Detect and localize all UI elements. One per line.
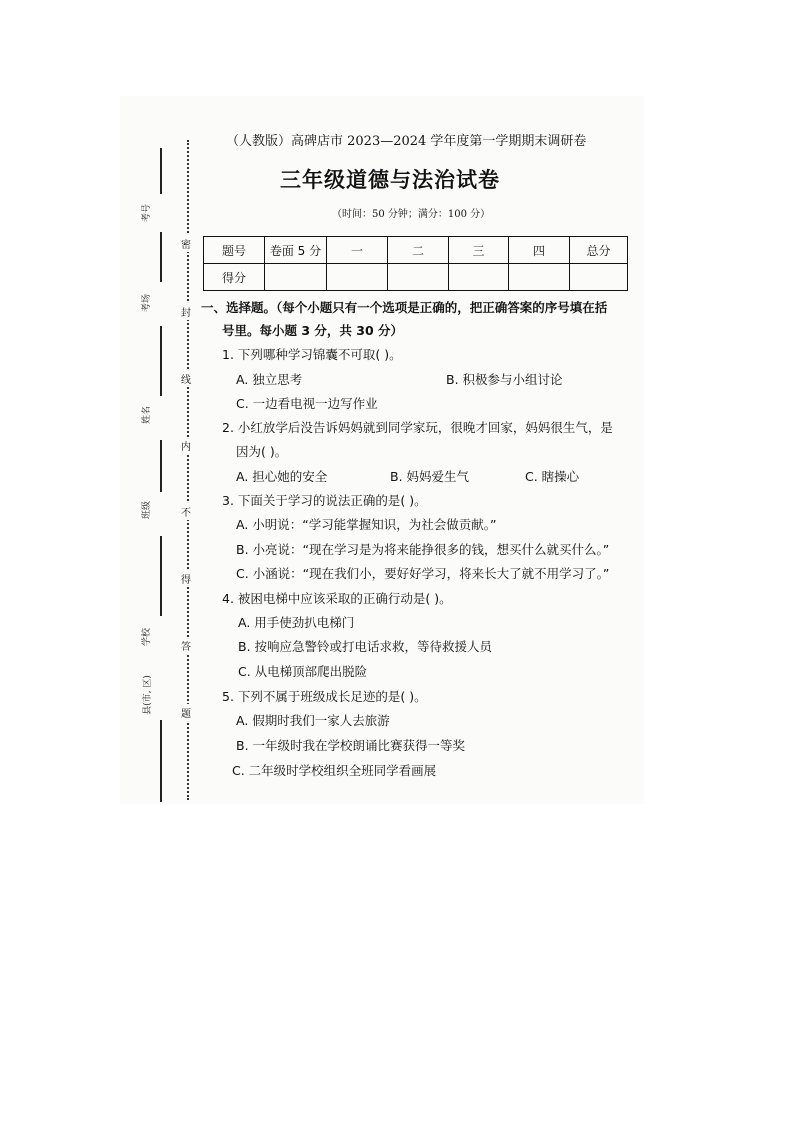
question-option: C. 瞎操心 bbox=[525, 469, 580, 484]
time-score-note: （时间：50 分钟；满分：100 分） bbox=[332, 209, 491, 220]
score-header-cell: 卷面 5 分 bbox=[265, 237, 327, 264]
question-option: B. 按响应急警铃或打电话求救，等待救援人员 bbox=[238, 639, 493, 654]
question-stem: 4. 被困电梯中应该采取的正确行动是( )。 bbox=[222, 591, 452, 606]
score-input-cell[interactable] bbox=[388, 264, 449, 291]
score-header-cell: 二 bbox=[388, 237, 449, 264]
seal-char: 题 bbox=[181, 704, 191, 721]
question-option: C. 小涵说：“现在我们小，要好好学习，将来长大了就不用学习了。” bbox=[236, 566, 610, 581]
seal-char: 内 bbox=[181, 437, 191, 454]
question-stem: 5. 下列不属于班级成长足迹的是( )。 bbox=[222, 689, 427, 704]
seal-char: 得 bbox=[181, 570, 191, 587]
question-option: B. 积极参与小组讨论 bbox=[446, 372, 563, 387]
margin-blank-line bbox=[160, 440, 162, 492]
section-heading-cont: 号里。每小题 3 分，共 30 分） bbox=[222, 323, 404, 338]
score-table-header-row bbox=[204, 237, 628, 264]
question-option: A. 小明说：“学习能掌握知识，为社会做贡献。” bbox=[236, 517, 497, 532]
score-row-label: 得分 bbox=[204, 264, 265, 291]
question-option: A. 独立思考 bbox=[236, 372, 303, 387]
question-option: B. 小亮说：“现在学习是为将来能挣很多的钱，想买什么就买什么。” bbox=[236, 542, 610, 557]
margin-field-exam-room: 考场 bbox=[142, 293, 153, 313]
seal-char: 答 bbox=[181, 637, 191, 654]
seal-char: 密 bbox=[181, 235, 191, 252]
score-input-cell[interactable] bbox=[327, 264, 388, 291]
exam-series-line: （人教版）高碑店市 2023—2024 学年度第一学期期末调研卷 bbox=[226, 134, 587, 149]
question-option: A. 用手使劲扒电梯门 bbox=[238, 615, 355, 630]
question-option: A. 假期时我们一家人去旅游 bbox=[236, 713, 390, 728]
margin-field-county: 县(市, 区) bbox=[142, 675, 153, 715]
score-header-cell: 四 bbox=[509, 237, 570, 264]
question-option: A. 担心她的安全 bbox=[236, 469, 328, 484]
margin-blank-line bbox=[160, 232, 162, 282]
question-option: B. 一年级时我在学校朗诵比赛获得一等奖 bbox=[236, 738, 466, 753]
margin-blank-line bbox=[160, 720, 162, 802]
score-input-cell[interactable] bbox=[570, 264, 628, 291]
score-header-cell: 三 bbox=[449, 237, 509, 264]
seal-char: 封 bbox=[181, 303, 191, 320]
question-option: B. 妈妈爱生气 bbox=[390, 469, 470, 484]
score-header-cell: 总分 bbox=[570, 237, 628, 264]
margin-field-name: 姓名 bbox=[142, 405, 153, 425]
question-stem: 2. 小红放学后没告诉妈妈就到同学家玩，很晚才回家，妈妈很生气，是 bbox=[222, 420, 613, 435]
margin-field-exam-number: 考号 bbox=[142, 203, 153, 223]
score-input-cell[interactable] bbox=[449, 264, 509, 291]
margin-blank-line bbox=[160, 536, 162, 616]
score-header-cell: 题号 bbox=[204, 237, 265, 264]
page-title: 三年级道德与法治试卷 bbox=[280, 167, 500, 192]
section-heading: 一、选择题。（每个小题只有一个选项是正确的，把正确答案的序号填在括 bbox=[201, 300, 608, 315]
margin-field-class: 班级 bbox=[142, 500, 153, 520]
question-option: C. 二年级时学校组织全班同学看画展 bbox=[232, 763, 437, 778]
seal-char: 线 bbox=[181, 370, 191, 387]
score-input-cell[interactable] bbox=[265, 264, 327, 291]
margin-blank-line bbox=[160, 148, 162, 194]
question-stem: 1. 下列哪种学习锦囊不可取( )。 bbox=[222, 347, 402, 362]
score-table-score-row bbox=[204, 264, 628, 291]
question-stem: 3. 下面关于学习的说法正确的是( )。 bbox=[222, 493, 427, 508]
seal-char: 不 bbox=[181, 503, 191, 520]
question-option: C. 一边看电视一边写作业 bbox=[236, 396, 378, 411]
question-option: C. 从电梯顶部爬出脱险 bbox=[238, 664, 368, 679]
score-input-cell[interactable] bbox=[509, 264, 570, 291]
score-header-cell: 一 bbox=[327, 237, 388, 264]
question-stem-cont: 因为( )。 bbox=[236, 444, 288, 459]
score-table bbox=[203, 236, 628, 291]
margin-blank-line bbox=[160, 326, 162, 396]
margin-field-school: 学校 bbox=[142, 627, 153, 647]
